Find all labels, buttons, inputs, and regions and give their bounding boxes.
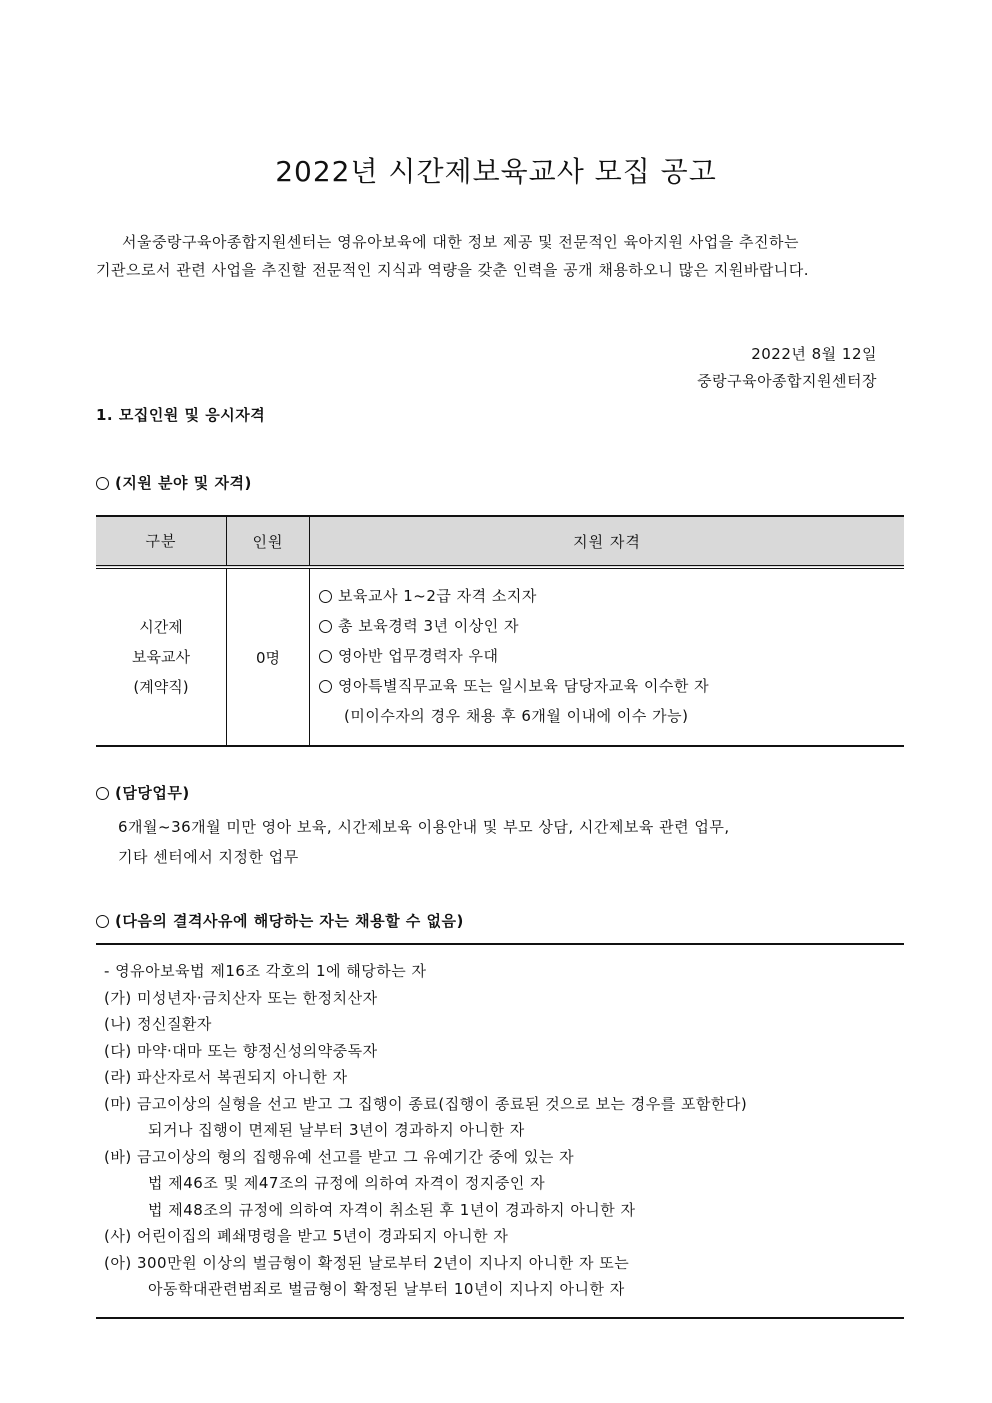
qualification-item [319,641,904,671]
disqualification-item: (나) 정신질환자 [104,1015,212,1033]
circle-bullet-icon [319,590,332,603]
header-category: 구분 [96,516,227,567]
subsection-disqualification-label: (다음의 결격사유에 해당하는 자는 채용할 수 없음) [115,912,464,930]
disqualification-item: 법 제46조 및 제47조의 규정에 의하여 자격이 정지중인 자 [148,1174,546,1192]
intro-line-2: 기관으로서 관련 사업을 추진할 전문적인 지식과 역량을 갖춘 인력을 공개 채용하오니 많은 지원바랍니다. [96,261,810,279]
recruitment-table [96,515,904,747]
qualification-text: 보육교사 1~2급 자격 소지자 [338,587,537,605]
circle-bullet-icon [96,915,109,928]
disqualification-item: 법 제48조의 규정에 의하여 자격이 취소된 후 1년이 경과하지 아니한 자 [148,1200,636,1219]
subsection-qualification-label: (지원 분야 및 자격) [115,474,252,492]
circle-bullet-icon [96,477,109,490]
page-title: 2022년 시간제보육교사 모집 공고 [275,155,717,188]
divider-bottom [96,1317,904,1319]
duties-line: 6개월~36개월 미만 영아 보육, 시간제보육 이용안내 및 부모 상담, 시간제보육 관련 업무, [118,818,730,836]
circle-bullet-icon [319,650,332,663]
circle-bullet-icon [96,787,109,800]
disqualification-item: (사) 어린이집의 폐쇄명령을 받고 5년이 경과되지 아니한 자 [104,1227,509,1245]
duties-text [118,812,730,872]
qualification-item [319,581,904,611]
count-cell: 0명 [227,567,310,746]
table-row [96,567,904,746]
circle-bullet-icon [319,680,332,693]
disqualification-item: (마) 금고이상의 실형을 선고 받고 그 집행이 종료(집행이 종료된 것으로 보는 경우를 포함한다) [104,1094,748,1113]
category-cell [96,567,227,746]
section-heading-1: 1. 모집인원 및 응시자격 [96,406,266,424]
disqualification-item: (바) 금고이상의 형의 집행유예 선고를 받고 그 유예기간 중에 있는 자 [104,1147,575,1166]
divider-top [96,943,904,945]
disqualification-item: 아동학대관련범죄로 벌금형이 확정된 날부터 10년이 지나지 아니한 자 [148,1280,625,1298]
disqualification-item: (아) 300만원 이상의 벌금형이 확정된 날로부터 2년이 지나지 아니한 자 또는 [104,1253,630,1272]
subsection-disqualification [96,910,464,931]
subsection-duties-label: (담당업무) [115,784,190,802]
disqualification-list [104,958,747,1303]
qualification-cell [310,567,905,746]
header-count: 인원 [227,516,310,567]
category-line: 시간제 [139,618,183,636]
intro-paragraph [96,228,916,284]
intro-line-1: 서울중랑구육아종합지원센터는 영유아보육에 대한 정보 제공 및 전문적인 육아지원 사업을 추진하는 [122,233,799,251]
qualification-text: 영아특별직무교육 또는 일시보육 담당자교육 이수한 자 [338,677,710,695]
subsection-qualification [96,472,252,493]
subsection-duties [96,782,190,803]
category-line: (계약직) [133,678,189,696]
qualification-item [319,671,904,701]
qualification-note: (미이수자의 경우 채용 후 6개월 이내에 이수 가능) [344,707,689,725]
disqualification-item: (다) 마약·대마 또는 향정신성의약중독자 [104,1041,378,1060]
organization-name: 중랑구육아종합지원센터장 [697,372,877,390]
disqualification-item: (라) 파산자로서 복권되지 아니한 자 [104,1068,348,1086]
qualification-text: 영아반 업무경력자 우대 [338,647,499,665]
header-qualification: 지원 자격 [310,516,905,567]
disqualification-item: 되거나 집행이 면제된 날부터 3년이 경과하지 아니한 자 [148,1121,525,1139]
disqualification-item: (가) 미성년자·금치산자 또는 한정치산자 [104,988,378,1007]
circle-bullet-icon [319,620,332,633]
table-header-row [96,516,904,567]
duties-line: 기타 센터에서 지정한 업무 [118,848,299,866]
category-line: 보육교사 [132,648,190,666]
disqualification-item: - 영유아보육법 제16조 각호의 1에 해당하는 자 [104,962,427,980]
qualification-text: 총 보육경력 3년 이상인 자 [338,617,520,635]
qualification-item [319,611,904,641]
announcement-date: 2022년 8월 12일 [751,345,877,363]
